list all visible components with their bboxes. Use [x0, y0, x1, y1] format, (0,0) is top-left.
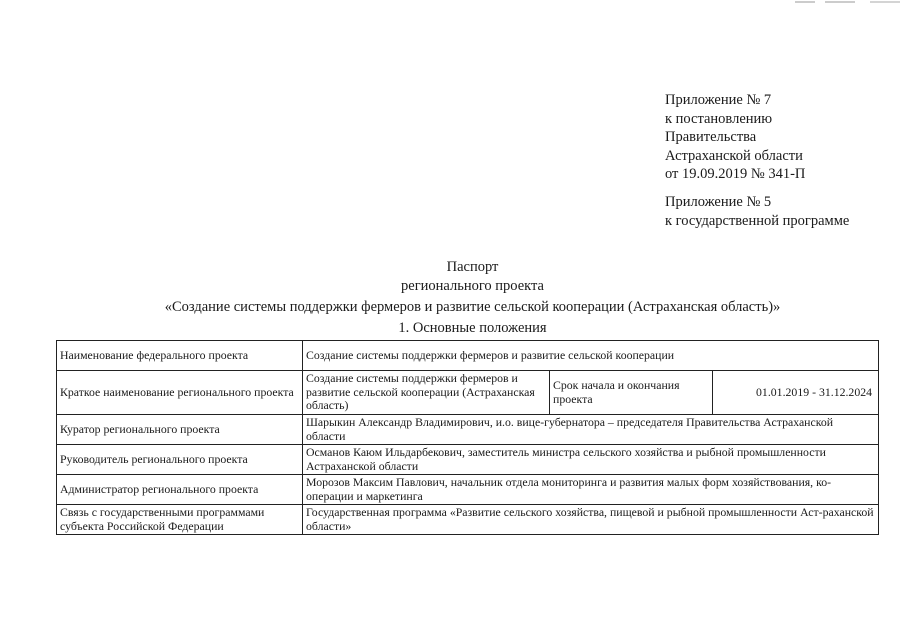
row-label: Куратор регионального проекта	[57, 415, 303, 445]
table-row	[57, 341, 879, 371]
appendix-7-block	[665, 91, 805, 184]
row-value: Государственная программа «Развитие сельского хозяйства, пищевой и рыбной промышленности Аст-раханской области»	[303, 505, 879, 535]
table-row	[57, 475, 879, 505]
main-provisions-table	[56, 340, 879, 535]
appendix-7-line: Приложение № 7	[665, 92, 772, 108]
term-value: 01.01.2019 - 31.12.2024	[713, 371, 879, 415]
document-subtitle: регионального проекта	[401, 278, 544, 294]
term-label: Срок начала и окончания проекта	[550, 371, 713, 415]
appendix-5-line: Приложение № 5	[665, 194, 772, 210]
row-label: Наименование федерального проекта	[57, 341, 303, 371]
table-row	[57, 445, 879, 475]
row-label: Администратор регионального проекта	[57, 475, 303, 505]
section-heading: 1. Основные положения	[398, 320, 547, 336]
row-value: Османов Каюм Ильдарбекович, заместитель министра сельского хозяйства и рыбной промышленности Астраханской области	[303, 445, 879, 475]
table-row	[57, 415, 879, 445]
appendix-7-line: к постановлению	[665, 110, 773, 127]
row-value: Создание системы поддержки фермеров и развитие сельской кооперации (Астраханская область)	[303, 371, 550, 415]
row-label: Связь с государственными программами субъекта Российской Федерации	[57, 505, 303, 535]
table-row	[57, 505, 879, 535]
row-value: Морозов Максим Павлович, начальник отдела мониторинга и развития малых форм хозяйствования, ко-операции и маркетинга	[303, 475, 879, 505]
appendix-7-date-line: от 19.09.2019 № 341-П	[665, 166, 806, 182]
appendix-5-line: к государственной программе	[665, 212, 850, 229]
row-value: Шарыкин Александр Владимирович, и.о. вице-губернатора – председателя Правительства Астраханской области	[303, 415, 879, 445]
project-name: «Создание системы поддержки фермеров и развитие сельской кооперации (Астраханская область)»	[164, 299, 781, 315]
scan-marks	[785, 0, 905, 6]
row-label: Краткое наименование регионального проекта	[57, 371, 303, 415]
appendix-7-line: Правительства	[665, 129, 757, 145]
appendix-7-line: Астраханской области	[665, 147, 803, 164]
row-label: Руководитель регионального проекта	[57, 445, 303, 475]
appendix-5-block	[665, 193, 849, 230]
row-value: Создание системы поддержки фермеров и развитие сельской кооперации	[303, 341, 879, 371]
table-row	[57, 371, 879, 415]
document-title: Паспорт	[446, 259, 499, 275]
